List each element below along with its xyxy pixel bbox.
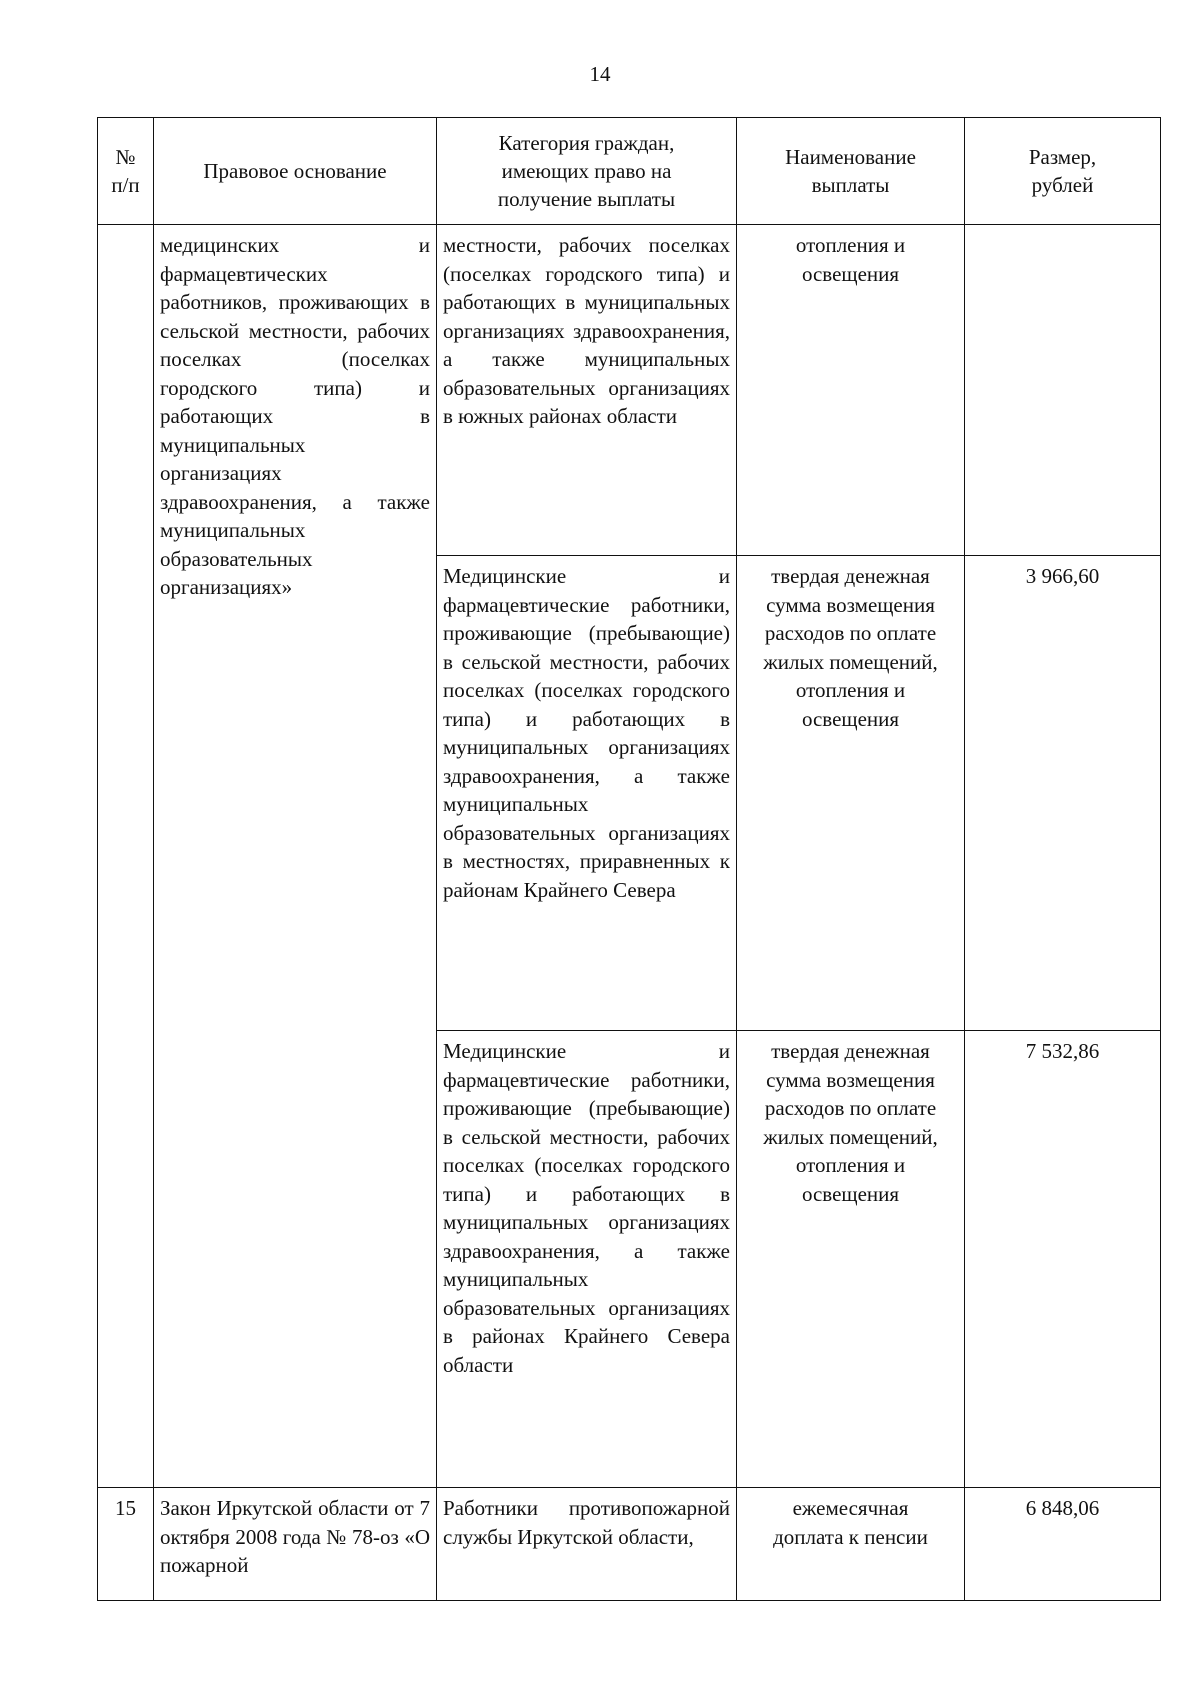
header-legal-basis: Правовое основание	[154, 118, 437, 225]
amount-cell: 7 532,86	[965, 1031, 1161, 1488]
page-number: 14	[589, 62, 611, 86]
amount-cell: 6 848,06	[965, 1488, 1161, 1601]
header-payment-name: Наименование выплаты	[737, 118, 965, 225]
payment-name-cell: твердая денежная сумма возмещения расходов по оплате жилых помещений, отопления и освещения	[737, 1031, 965, 1488]
category-cell: Медицинские и фармацевтические работники, проживающие (пребывающие) в сельской местности, рабочих поселках (поселках городского типа) и работающих в муниципальных организациях здравоохранения, а также муниципальных образовательных организациях в местностях, приравненных к районам Крайнего Севера	[437, 556, 737, 1031]
table-header-row	[98, 118, 1161, 225]
category-cell: Работники противопожарной службы Иркутской области,	[437, 1488, 737, 1601]
row-number-cell: 15	[98, 1488, 154, 1601]
header-citizen-category: Категория граждан, имеющих право на получение выплаты	[437, 118, 737, 225]
payment-name-cell: отопления и освещения	[737, 225, 965, 556]
row-number-cell	[98, 225, 154, 1488]
amount-cell	[965, 225, 1161, 556]
legal-basis-cell: Закон Иркутской области от 7 октября 2008 года № 78-оз «О пожарной	[154, 1488, 437, 1601]
table-row	[98, 225, 1161, 556]
header-amount: Размер, рублей	[965, 118, 1161, 225]
category-cell: Медицинские и фармацевтические работники, проживающие (пребывающие) в сельской местности, рабочих поселках (поселках городского типа) и работающих в муниципальных организациях здравоохранения, а также муниципальных образовательных организациях в районах Крайнего Севера области	[437, 1031, 737, 1488]
payments-table	[97, 117, 1161, 1601]
table-row	[98, 1488, 1161, 1601]
legal-basis-cell: медицинских и фармацевтических работников, проживающих в сельской местности, рабочих поселках (поселках городского типа) и работающих в муниципальных организациях здравоохранения, а также муниципальных образовательных организациях»	[154, 225, 437, 1488]
payment-name-cell: твердая денежная сумма возмещения расходов по оплате жилых помещений, отопления и освещения	[737, 556, 965, 1031]
amount-cell: 3 966,60	[965, 556, 1161, 1031]
payment-name-cell: ежемесячная доплата к пенсии	[737, 1488, 965, 1601]
category-cell: местности, рабочих поселках (поселках городского типа) и работающих в муниципальных организациях здравоохранения, а также муниципальных образовательных организациях в южных районах области	[437, 225, 737, 556]
header-num: № п/п	[98, 118, 154, 225]
